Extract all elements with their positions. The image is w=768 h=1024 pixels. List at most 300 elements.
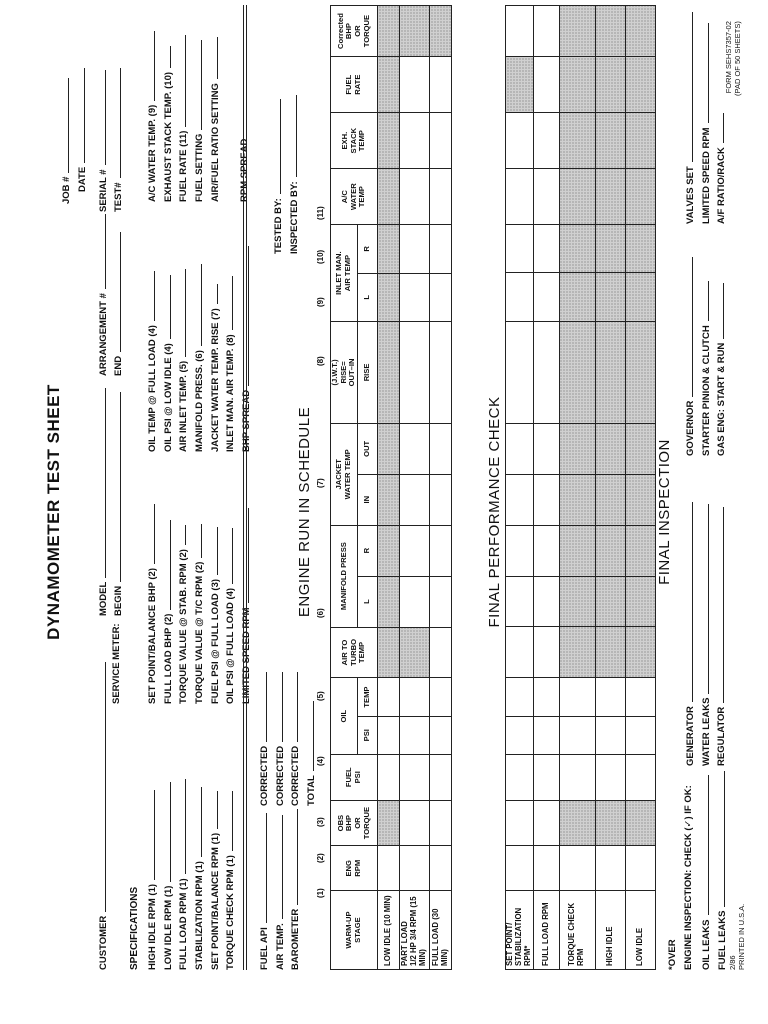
shaded-cell — [378, 113, 400, 169]
spec-label: SET POINT/BALANCE BHP (2) — [147, 567, 158, 704]
header-text: WATER — [348, 183, 358, 211]
spec-field[interactable] — [162, 2, 174, 202]
header-text: RATE — [353, 74, 363, 95]
limited-speed-check[interactable] — [700, 12, 712, 224]
spec-label: FUEL RATE (11) — [178, 130, 190, 202]
regulator-check[interactable] — [715, 502, 727, 766]
shaded-cell — [595, 56, 625, 112]
table-cell[interactable] — [400, 525, 430, 576]
water-leaks-check[interactable] — [700, 502, 712, 766]
header-text: (J.W.T.) — [330, 359, 339, 386]
corrected-bhp-header — [331, 6, 378, 57]
table-cell[interactable] — [430, 525, 452, 576]
table-cell[interactable] — [533, 576, 559, 627]
table-cell[interactable] — [430, 273, 452, 321]
arrangement-label: ARRANGEMENT # — [98, 293, 109, 376]
manifold-r-header: R — [358, 525, 378, 576]
shaded-cell — [559, 525, 595, 576]
fuel-api-field[interactable] — [258, 809, 270, 970]
header-text: STACK — [348, 127, 358, 154]
table-cell[interactable] — [400, 273, 430, 321]
shaded-cell — [559, 423, 595, 474]
table-cell[interactable] — [430, 57, 452, 113]
table-cell[interactable] — [378, 716, 400, 754]
over-note: *OVER — [667, 939, 678, 970]
shaded-cell — [378, 423, 400, 474]
table-cell[interactable] — [506, 474, 534, 525]
table-cell[interactable] — [533, 423, 559, 474]
table-cell[interactable] — [506, 525, 534, 576]
table-cell[interactable] — [625, 846, 655, 891]
shaded-cell — [559, 800, 595, 846]
shaded-cell — [378, 321, 400, 423]
generator-check[interactable] — [684, 502, 696, 766]
spec-field[interactable] — [177, 212, 189, 452]
condition-label: CORRECTED — [259, 745, 270, 806]
spec-label: JACKET WATER TEMP. RISE (7) — [209, 308, 221, 452]
shaded-cell — [625, 225, 655, 273]
model-label: MODEL — [98, 581, 109, 616]
table-cell[interactable] — [595, 678, 625, 716]
table-cell[interactable] — [533, 754, 559, 800]
spec-field[interactable] — [209, 2, 221, 202]
footer-left — [729, 904, 746, 970]
table-cell[interactable] — [430, 225, 452, 273]
section-rule — [243, 5, 244, 970]
condition-label: AIR TEMP. — [274, 923, 286, 970]
shaded-cell — [559, 321, 595, 423]
column-number: (8) — [316, 356, 325, 366]
spec-field[interactable] — [209, 730, 221, 970]
row-label: TORQUE CHECK RPM — [559, 891, 595, 970]
header-text: FUEL — [344, 767, 354, 788]
jw-in-header: IN — [358, 474, 378, 525]
header-text: JACKET — [334, 459, 344, 490]
header-text: OUT–IN — [347, 358, 357, 387]
header-text: WARM-UP — [344, 911, 354, 949]
table-cell[interactable] — [400, 474, 430, 525]
obs-bhp-header — [331, 800, 378, 846]
spec-label: AIR/FUEL RATIO SETTING — [209, 83, 221, 202]
table-cell[interactable] — [559, 678, 595, 716]
table-cell[interactable] — [430, 846, 452, 891]
shaded-cell — [378, 57, 400, 113]
table-cell[interactable] — [430, 678, 452, 716]
spec-field[interactable] — [146, 464, 158, 704]
inspection-column-2 — [684, 502, 731, 766]
header-text: TURBO — [348, 639, 358, 667]
table-cell[interactable] — [430, 576, 452, 627]
serial-label: SERIAL # — [98, 169, 109, 212]
footer-form-number: FORM SEHS7357-02 — [724, 21, 733, 94]
table-cell[interactable] — [506, 169, 534, 225]
table-cell[interactable] — [430, 627, 452, 678]
inspected-by-label: INSPECTED BY: — [289, 181, 300, 254]
spec-field[interactable] — [177, 2, 189, 202]
table-cell[interactable] — [400, 113, 430, 169]
spec-label: A/C WATER TEMP. (9) — [147, 104, 158, 202]
spec-column-2 — [146, 464, 256, 704]
table-cell[interactable] — [533, 525, 559, 576]
spec-label: LIMITED SPEED RPM — [241, 607, 253, 704]
check-label: LIMITED SPEED RPM — [700, 127, 712, 224]
final-performance-title: FINAL PERFORMANCE CHECK — [486, 396, 503, 628]
table-cell[interactable] — [400, 321, 430, 423]
table-cell[interactable] — [506, 846, 534, 891]
spec-label: OIL PSI @ LOW IDLE (4) — [162, 343, 174, 452]
model-field[interactable] — [97, 388, 109, 616]
shaded-cell — [595, 169, 625, 225]
shaded-cell — [378, 225, 400, 273]
oil-header: OIL — [331, 678, 358, 754]
end-label: END — [113, 355, 124, 376]
arrangement-field[interactable] — [97, 214, 109, 376]
column-number: (11) — [316, 206, 325, 220]
table-cell[interactable] — [400, 57, 430, 113]
table-row — [400, 6, 430, 970]
table-cell[interactable] — [533, 112, 559, 168]
governor-check[interactable] — [684, 257, 696, 456]
header-text: PSI — [353, 771, 363, 784]
column-number: (1) — [316, 888, 325, 898]
shaded-cell — [625, 800, 655, 846]
header-text: TORQUE — [361, 806, 371, 840]
table-cell[interactable] — [506, 6, 534, 57]
spec-label: LOW IDLE RPM (1) — [162, 885, 174, 970]
begin-field[interactable] — [112, 392, 124, 616]
check-label: GOVERNOR — [685, 400, 696, 456]
shaded-cell — [595, 321, 625, 423]
inlet-man-header — [331, 225, 358, 322]
table-cell[interactable] — [506, 678, 534, 716]
condition-label: TOTAL — [306, 775, 318, 806]
row-label: HIGH IDLE — [595, 891, 625, 970]
table-cell[interactable] — [625, 678, 655, 716]
valves-set-check[interactable] — [684, 12, 696, 224]
table-cell[interactable] — [430, 113, 452, 169]
table-cell[interactable] — [533, 225, 559, 273]
spec-field[interactable] — [146, 730, 158, 970]
table-cell[interactable] — [533, 321, 559, 423]
table-row — [506, 6, 534, 970]
spec-field[interactable] — [209, 212, 221, 452]
table-cell[interactable] — [430, 800, 452, 846]
table-cell[interactable] — [506, 716, 534, 754]
footer-right — [725, 21, 742, 96]
final-inspection-title: FINAL INSPECTION — [656, 439, 673, 585]
header-text: TEMP — [357, 641, 367, 664]
shaded-cell — [595, 525, 625, 576]
table-cell[interactable] — [506, 112, 534, 168]
spec-label: AIR INLET TEMP. (5) — [178, 360, 190, 452]
shaded-cell — [559, 6, 595, 57]
table-cell[interactable] — [400, 800, 430, 846]
shaded-cell — [559, 169, 595, 225]
spec-field[interactable] — [146, 212, 158, 452]
spec-label: FUEL PSI @ FULL LOAD (3) — [209, 578, 221, 704]
row-label-line: 1/2 HP 3/4 RPM (15 MIN) — [409, 896, 428, 966]
header-text: WATER TEMP — [343, 449, 353, 500]
shaded-cell — [595, 627, 625, 678]
column-number: (7) — [316, 478, 325, 488]
oil-psi-header: PSI — [358, 716, 378, 754]
table-cell[interactable] — [430, 474, 452, 525]
table-cell[interactable] — [625, 754, 655, 800]
spec-field[interactable] — [224, 212, 236, 452]
header-text: OR — [353, 817, 363, 829]
table-cell[interactable] — [533, 846, 559, 891]
spec-label: TORQUE VALUE @ T/C RPM (2) — [194, 561, 206, 704]
row-label — [506, 891, 534, 970]
row-label — [400, 891, 430, 970]
spec-field[interactable] — [162, 730, 174, 970]
gas-engine-check[interactable] — [715, 257, 727, 456]
date-field[interactable] — [76, 68, 88, 192]
corrected-field[interactable] — [274, 672, 286, 806]
table-cell[interactable] — [400, 169, 430, 225]
shaded-cell — [625, 474, 655, 525]
spec-field[interactable] — [162, 464, 174, 704]
spec-field[interactable] — [224, 730, 236, 970]
jw-out-header: OUT — [358, 423, 378, 474]
table-cell[interactable] — [430, 754, 452, 800]
row-label-line: SET POINT/ — [505, 922, 514, 966]
spec-column-1 — [146, 730, 240, 970]
spec-label: FULL LOAD BHP (2) — [162, 613, 174, 704]
spec-label: FUEL SETTING — [194, 133, 206, 202]
table-cell[interactable] — [595, 754, 625, 800]
oil-leaks-check[interactable] — [700, 771, 712, 970]
table-cell[interactable] — [533, 627, 559, 678]
inlet-r-header: R — [358, 225, 378, 273]
header-text: OBS — [335, 814, 345, 832]
row-label-line: STABILIZATION RPM* — [513, 907, 532, 966]
shaded-cell — [378, 525, 400, 576]
spec-field[interactable] — [193, 2, 205, 202]
table-cell[interactable] — [400, 423, 430, 474]
table-cell[interactable] — [533, 273, 559, 321]
table-cell[interactable] — [430, 716, 452, 754]
jwt-header — [331, 321, 358, 423]
header-text: FUEL — [344, 74, 354, 95]
spec-label: TORQUE VALUE @ STAB. RPM (2) — [178, 549, 190, 704]
header-text: RPM — [353, 859, 363, 877]
spec-label: EXHAUST STACK TEMP. (10) — [162, 71, 174, 202]
spec-label: BHP SPREAD — [241, 389, 253, 452]
serial-field[interactable] — [97, 70, 109, 212]
shaded-cell — [378, 627, 400, 678]
job-field[interactable] — [60, 78, 72, 204]
table-cell[interactable] — [400, 225, 430, 273]
condition-label: CORRECTED — [274, 745, 286, 806]
table-cell[interactable] — [506, 576, 534, 627]
starter-pinion-check[interactable] — [700, 257, 712, 456]
manifold-l-header: L — [358, 576, 378, 627]
table-cell[interactable] — [533, 800, 559, 846]
table-cell[interactable] — [533, 56, 559, 112]
table-cell[interactable] — [595, 716, 625, 754]
shaded-cell — [595, 800, 625, 846]
spec-field[interactable] — [224, 464, 236, 704]
shaded-cell — [625, 627, 655, 678]
table-cell[interactable] — [559, 716, 595, 754]
customer-label: CUSTOMER — [98, 915, 109, 970]
fuel-rate-header — [331, 57, 378, 113]
spec-label: OIL PSI @ FULL LOAD (4) — [225, 587, 237, 704]
check-label: REGULATOR — [716, 706, 727, 766]
table-cell[interactable] — [400, 716, 430, 754]
corrected-field[interactable] — [258, 672, 270, 806]
header-text: AIR TO — [340, 639, 349, 666]
column-number: (4) — [316, 756, 325, 766]
eng-rpm-header — [331, 846, 378, 891]
shaded-cell — [625, 576, 655, 627]
footer-printed: PRINTED IN U.S.A. — [736, 903, 746, 970]
header-text: RISE= — [338, 361, 348, 384]
spec-field[interactable] — [177, 464, 189, 704]
table-cell[interactable] — [506, 423, 534, 474]
shaded-cell — [595, 225, 625, 273]
table-cell[interactable] — [430, 321, 452, 423]
header-text: AIR TEMP — [343, 254, 353, 292]
shaded-cell — [559, 576, 595, 627]
shaded-cell — [559, 225, 595, 273]
table-row — [430, 6, 452, 970]
table-cell[interactable] — [506, 321, 534, 423]
shaded-cell — [625, 6, 655, 57]
spec-label: RPM SPREAD — [239, 138, 251, 202]
table-cell[interactable] — [506, 273, 534, 321]
check-label: OIL LEAKS — [701, 919, 712, 970]
column-number: (5) — [316, 691, 325, 701]
shaded-cell — [378, 474, 400, 525]
performance-table — [505, 5, 656, 970]
spec-label: OIL TEMP @ FULL LOAD (4) — [147, 325, 158, 452]
column-number: (2) — [316, 853, 325, 863]
check-label: FUEL LEAKS — [716, 910, 728, 970]
table-cell[interactable] — [533, 678, 559, 716]
header-text: INLET MAN. — [334, 251, 344, 295]
table-cell[interactable] — [378, 754, 400, 800]
spec-field[interactable] — [193, 730, 205, 970]
header-text: TEMP — [357, 186, 367, 208]
table-row — [625, 6, 655, 970]
spec-column-4 — [146, 2, 254, 202]
shaded-cell — [625, 169, 655, 225]
table-cell[interactable] — [533, 716, 559, 754]
table-cell[interactable] — [506, 800, 534, 846]
spec-label: MANIFOLD PRESS. (6) — [194, 350, 206, 452]
ac-water-header — [331, 169, 378, 225]
specifications-heading: SPECIFICATIONS — [129, 886, 140, 970]
header-text: ENG — [344, 860, 354, 877]
warmup-stage-header — [331, 891, 378, 970]
header-text: TEMP — [357, 130, 367, 152]
shaded-cell — [595, 474, 625, 525]
table-cell[interactable] — [559, 846, 595, 891]
table-cell[interactable] — [400, 678, 430, 716]
table-cell[interactable] — [506, 754, 534, 800]
spec-field[interactable] — [193, 464, 205, 704]
table-cell[interactable] — [559, 754, 595, 800]
table-cell[interactable] — [506, 225, 534, 273]
shaded-cell — [595, 6, 625, 57]
manifold-header: MANIFOLD PRESS — [331, 525, 358, 627]
sheet-title: DYNAMOMETER TEST SHEET — [44, 384, 63, 640]
spec-field[interactable] — [177, 730, 189, 970]
table-cell[interactable] — [533, 474, 559, 525]
row-label: FULL LOAD (30 MIN) — [430, 891, 452, 970]
spec-field[interactable] — [209, 464, 221, 704]
row-label: LOW IDLE — [625, 891, 655, 970]
header-text: TORQUE — [361, 14, 371, 48]
spec-label: HIGH IDLE RPM (1) — [147, 883, 158, 970]
footer-date-code: 2/86 — [728, 955, 737, 970]
shaded-cell — [378, 6, 400, 57]
fuel-psi-header — [331, 754, 378, 800]
table-row — [595, 6, 625, 970]
row-label: LOW IDLE (10 MIN) — [378, 891, 400, 970]
customer-field[interactable] — [97, 662, 109, 970]
shaded-cell — [400, 627, 430, 678]
spec-label: STABILIZATION RPM (1) — [194, 861, 206, 970]
table-cell[interactable] — [533, 6, 559, 57]
header-text: BHP — [344, 815, 354, 832]
oil-temp-header: TEMP — [358, 678, 378, 716]
table-cell[interactable] — [378, 678, 400, 716]
column-number: (6) — [316, 608, 325, 618]
table-cell[interactable] — [430, 423, 452, 474]
end-field[interactable] — [112, 232, 124, 376]
table-cell[interactable] — [400, 846, 430, 891]
table-cell[interactable] — [506, 627, 534, 678]
table-row — [378, 6, 400, 970]
table-cell[interactable] — [400, 576, 430, 627]
row-label-line: PART LOAD — [400, 921, 410, 966]
date-label: DATE — [77, 166, 88, 192]
inspection-column-3 — [684, 257, 731, 456]
exh-stack-header — [331, 113, 378, 169]
spec-field[interactable] — [146, 2, 158, 202]
spec-field[interactable] — [193, 212, 205, 452]
fuel-leaks-check[interactable] — [716, 771, 728, 970]
column-number: (10) — [316, 249, 325, 264]
jacket-header — [331, 423, 358, 525]
table-row — [533, 6, 559, 970]
table-cell[interactable] — [430, 169, 452, 225]
check-label: WATER LEAKS — [700, 697, 712, 766]
table-cell[interactable] — [400, 754, 430, 800]
table-cell[interactable] — [595, 846, 625, 891]
air-temp-field[interactable] — [274, 809, 286, 970]
table-cell[interactable] — [625, 716, 655, 754]
condition-label: FUEL API — [259, 927, 270, 970]
shaded-cell — [400, 6, 430, 57]
table-cell[interactable] — [378, 846, 400, 891]
shaded-cell — [506, 56, 534, 112]
engine-run-title: ENGINE RUN IN SCHEDULE — [296, 406, 313, 618]
check-label: GAS ENG: START & RUN — [716, 342, 727, 456]
test-field[interactable] — [112, 68, 124, 212]
table-header-row — [331, 6, 358, 970]
shaded-cell — [378, 169, 400, 225]
spec-field-empty — [224, 2, 234, 202]
tested-by-field[interactable] — [272, 99, 284, 254]
spec-field[interactable] — [162, 212, 174, 452]
shaded-cell — [378, 576, 400, 627]
table-cell[interactable] — [533, 169, 559, 225]
header-text: OR — [353, 25, 363, 37]
